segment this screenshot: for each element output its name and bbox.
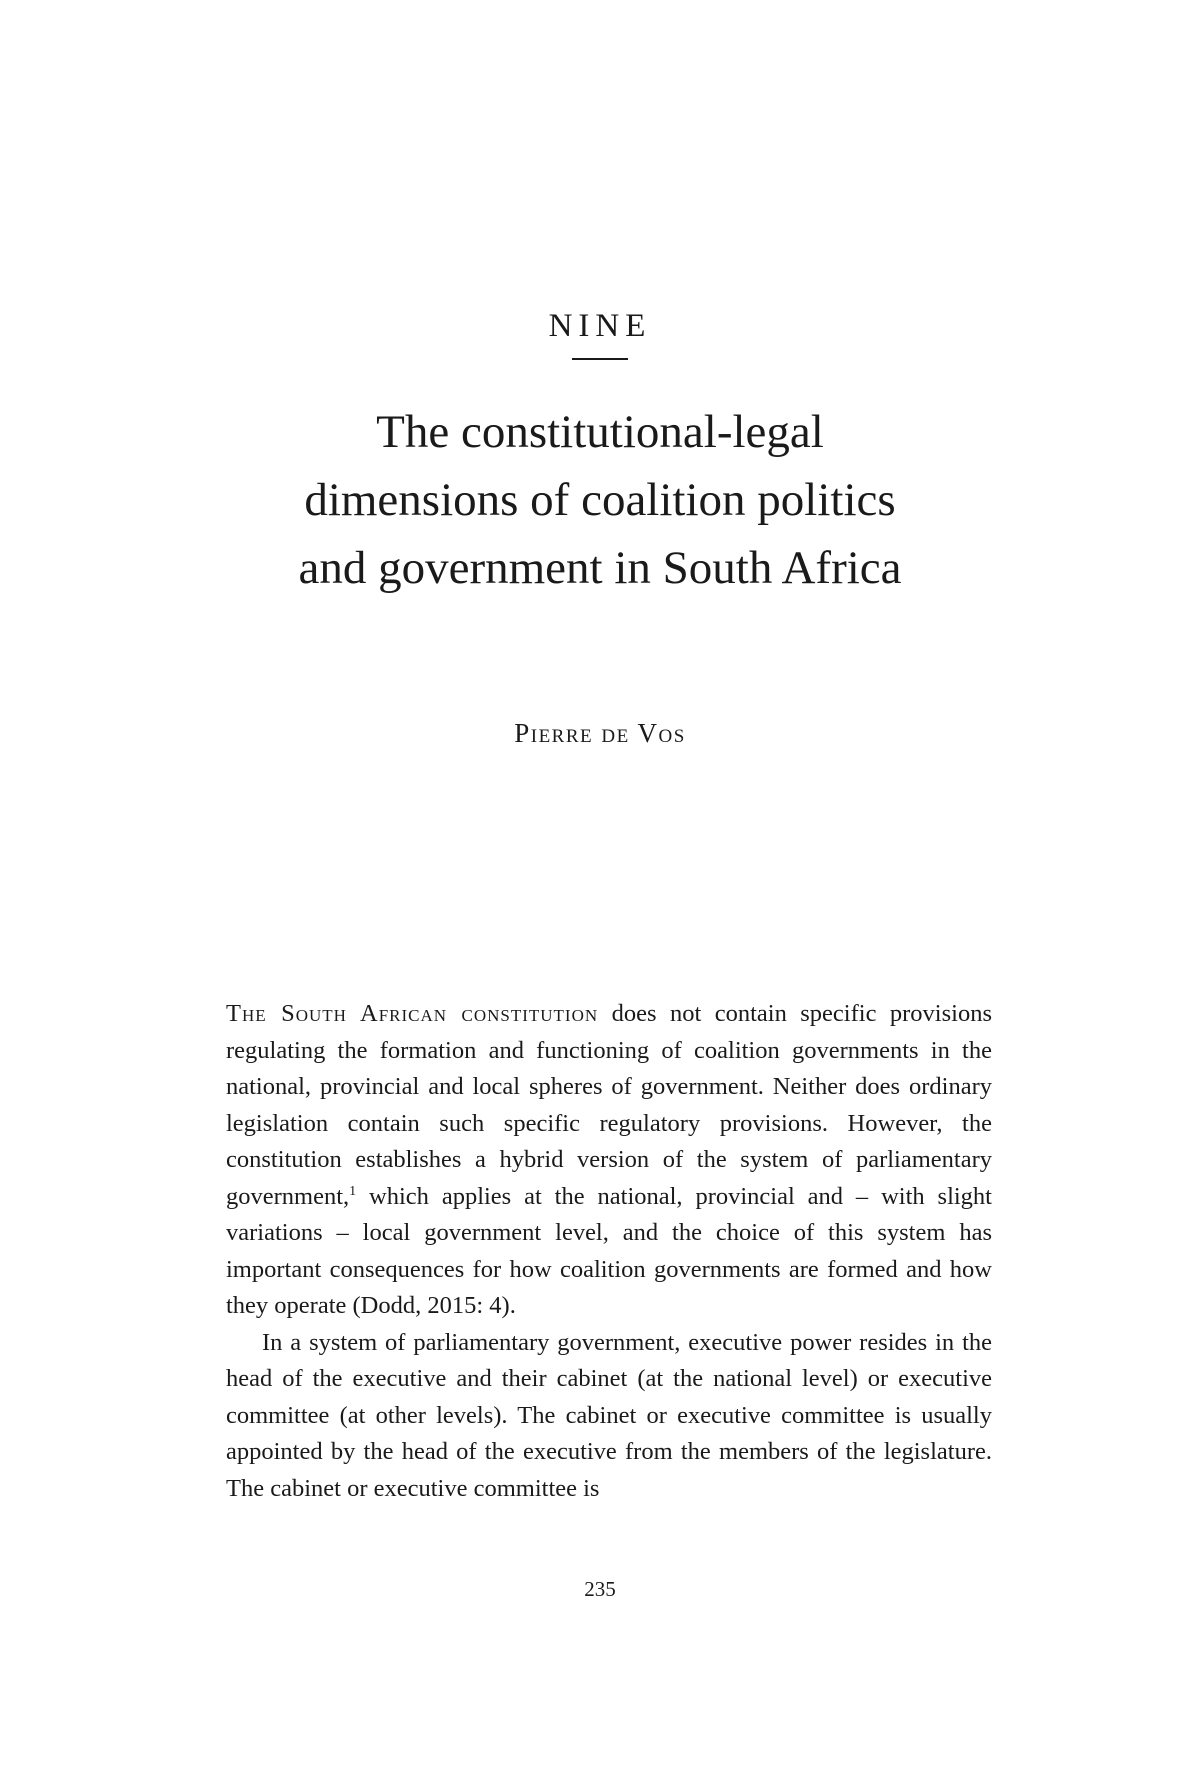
chapter-title [150, 398, 1050, 602]
body-paragraph: In a system of parliamentary government, executive power resides in the head of the executive and their cabinet (at the national level) or executive committee (at other levels). The cabinet or executive committee is usually appointed by the head of the executive from the members of the legislature. The cabinet or executive committee is [226, 1328, 992, 1502]
chapter-divider [572, 358, 628, 360]
chapter-author: Pierre de Vos [514, 718, 686, 748]
body-paragraph [226, 996, 992, 1325]
paragraph-text: which applies at the national, provincial and – with slight variations – local government level, and the choice of this system has important consequences for how coalition governments are formed and how they operate (Dodd, 2015: 4). [226, 1182, 992, 1319]
footnote-reference: 1 [349, 1183, 357, 1199]
chapter-title-line: and government in South Africa [298, 542, 902, 594]
chapter-title-line: dimensions of coalition politics [304, 474, 896, 526]
page-number: 235 [584, 1577, 616, 1601]
paragraph-lead-in: The South African constitution [226, 1000, 599, 1027]
chapter-number: NINE [548, 308, 652, 344]
chapter-body [226, 996, 992, 1507]
paragraph-text: does not contain specific provisions regulating the formation and functioning of coalition governments in the national, provincial and local spheres of government. Neither does ordinary legislation contain such specific regulatory provisions. However, the constitution establishes a hybrid version of the system of parliamentary government, [226, 1000, 992, 1210]
chapter-title-line: The constitutional-legal [376, 406, 824, 458]
